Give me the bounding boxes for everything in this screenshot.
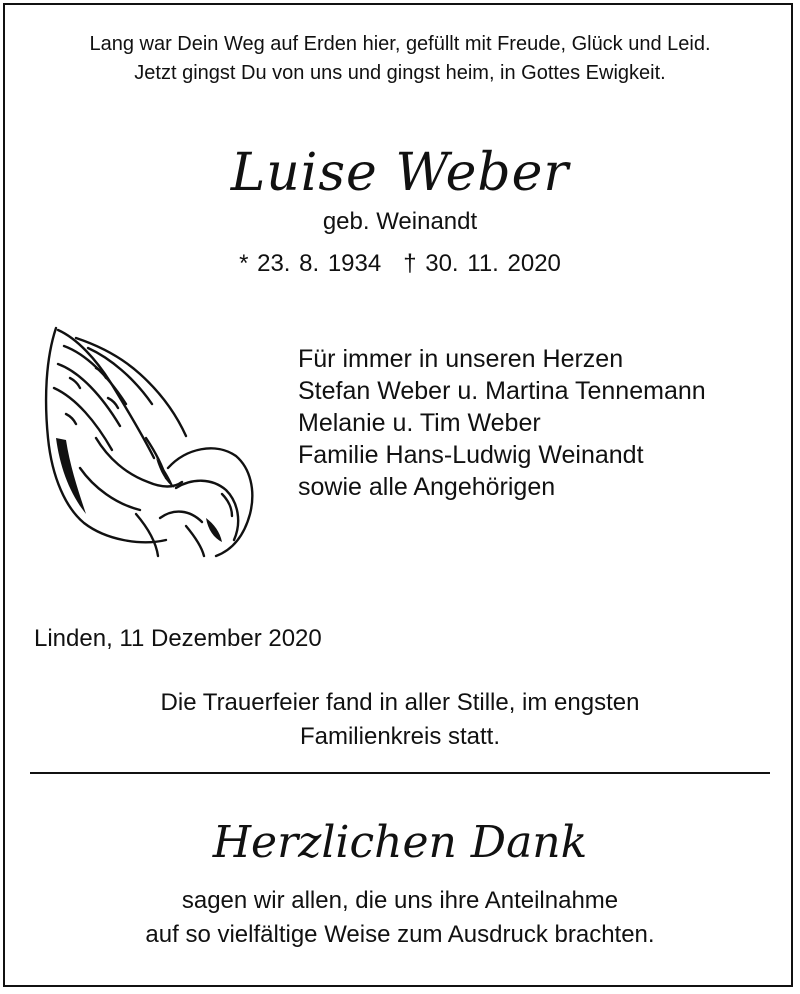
thanks-line-2: auf so vielfältige Weise zum Ausdruck brachten.	[145, 921, 655, 948]
thanks-line-1: sagen wir allen, die uns ihre Anteilnahme	[181, 887, 619, 914]
thanks-heading: Herzlichen Dank	[212, 817, 588, 868]
poem-line-1: Lang war Dein Weg auf Erden hier, gefüllt mit Freude, Glück und Leid.	[89, 33, 711, 55]
poem	[0, 30, 800, 88]
life-dates	[0, 248, 800, 280]
mourners-list	[298, 343, 706, 503]
birth-name: geb. Weinandt	[322, 208, 478, 235]
place-and-date: Linden, 11 Dezember 2020	[34, 625, 322, 652]
funeral-note	[0, 686, 800, 754]
divider-line	[30, 772, 770, 774]
deceased-name: Luise Weber	[230, 143, 570, 203]
praying-hands-icon	[36, 318, 258, 558]
mourners-line-5: sowie alle Angehörigen	[298, 473, 556, 501]
thanks-text	[0, 884, 800, 952]
mourners-line-2: Stefan Weber u. Martina Tennemann	[298, 377, 706, 405]
mourners-line-1: Für immer in unseren Herzen	[298, 345, 624, 373]
birth-date: * 23. 8. 1934	[239, 250, 382, 277]
mourners-line-4: Familie Hans-Ludwig Weinandt	[298, 441, 644, 469]
funeral-line-2: Familienkreis statt.	[299, 723, 501, 750]
funeral-line-1: Die Trauerfeier fand in aller Stille, im engsten	[160, 689, 640, 716]
death-date: † 30. 11. 2020	[403, 250, 561, 277]
poem-line-2: Jetzt gingst Du von uns und gingst heim, in Gottes Ewigkeit.	[134, 62, 666, 84]
mourners-line-3: Melanie u. Tim Weber	[298, 409, 541, 437]
